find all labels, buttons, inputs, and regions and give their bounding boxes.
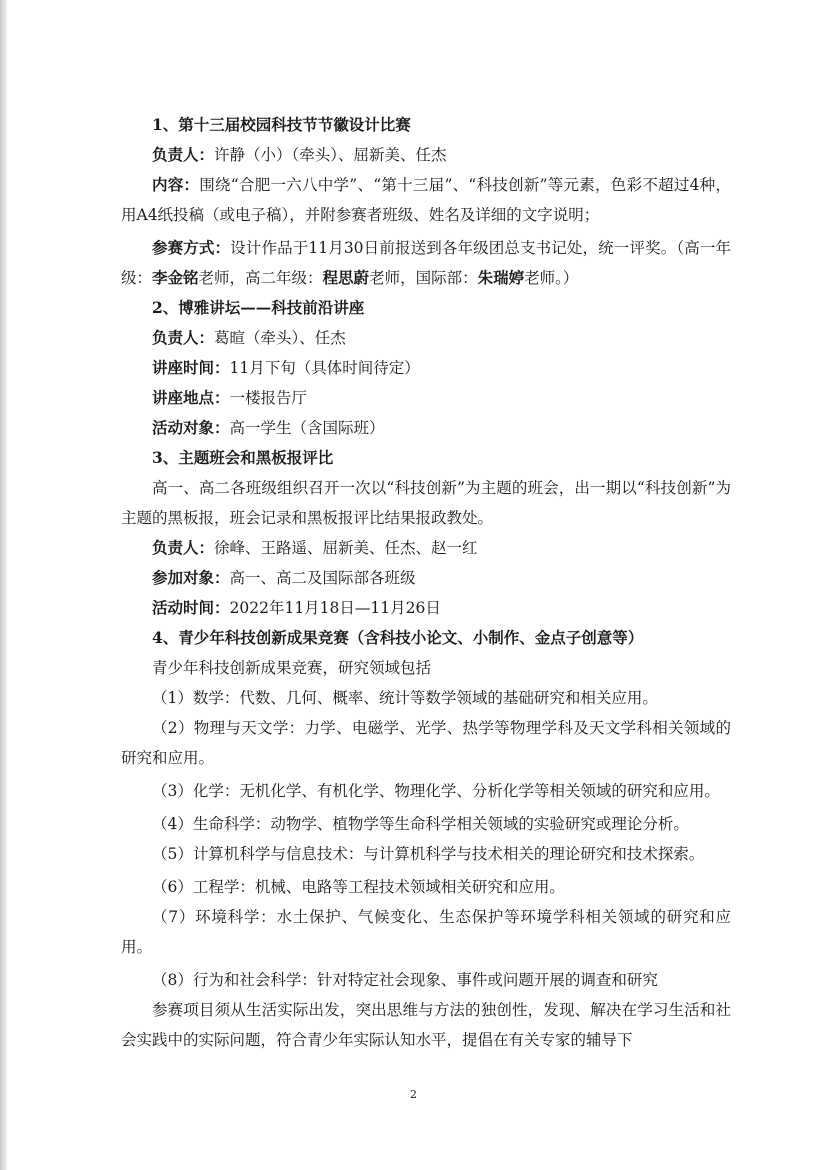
paragraph <box>121 323 731 353</box>
section-heading: 1、第十三届校园科技节节徽设计比赛 <box>152 115 411 134</box>
list-item: （4）生命科学：动物学、植物学等生命科学相关领域的实验研究或理论分析。 <box>152 815 689 833</box>
paragraph: 青少年科技创新成果竞赛，研究领域包括 <box>152 659 432 677</box>
teacher-name: 朱瑞婷 <box>477 268 525 287</box>
field-value: 徐峰、王路遥、屈新美、任杰、赵一红 <box>214 539 478 557</box>
list-item: （3）化学：无机化学、有机化学、物理化学、分析化学等相关领域的研究和应用。 <box>152 782 720 800</box>
field-label: 讲座时间： <box>152 358 230 377</box>
field-label: 讲座地点： <box>152 388 230 407</box>
field-value: 高一学生（含国际班） <box>229 419 385 437</box>
paragraph <box>121 140 731 170</box>
field-label: 负责人： <box>152 328 215 347</box>
field-label: 负责人： <box>152 538 215 557</box>
field-value: 11月下旬（具体时间待定） <box>229 359 420 377</box>
field-value: 许静（小）（牵头）、屈新美、任杰 <box>214 146 447 164</box>
list-item: （7）环境科学：水土保护、气候变化、生态保护等环境学科相关领域的研究和应用。 <box>121 908 731 956</box>
field-label: 活动时间： <box>152 598 230 617</box>
document-body <box>121 110 731 1055</box>
field-label: 内容： <box>152 175 200 194</box>
field-value: 一楼报告厅 <box>229 389 308 407</box>
field-value: 围绕“合肥一六八中学”、“第十三届”、“科技创新”等元素，色彩不超过4种，用A4纸投稿（或电子稿），并附参赛者班级、姓名及详细的文字说明； <box>121 176 731 224</box>
paragraph <box>121 533 731 563</box>
paragraph: 参赛项目须从生活实际出发，突出思维与方法的独创性，发现、解决在学习生活和社会实践中的实际问题，符合青少年实际认知水平，提倡在有关专家的辅导下 <box>121 1001 731 1049</box>
paragraph: 高一、高二各班级组织召开一次以“科技创新”为主题的班会，出一期以“科技创新”为主题的黑板报，班会记录和黑板报评比结果报政教处。 <box>121 479 731 527</box>
teacher-name: 程思蔚 <box>322 268 370 287</box>
field-label: 参赛方式： <box>152 238 231 257</box>
paragraph <box>121 233 731 293</box>
field-value: 设计作品于11月30日前报送到各年级团总支书记处，统一评奖。（高一年级： <box>121 239 731 287</box>
page-number: 2 <box>410 1088 417 1101</box>
field-value: 高一、高二及国际部各班级 <box>229 569 416 587</box>
section-heading: 2、博雅讲坛——科技前沿讲座 <box>152 298 365 317</box>
teacher-name: 李金铭 <box>152 268 199 287</box>
section-heading: 4、青少年科技创新成果竞赛（含科技小论文、小制作、金点子创意等） <box>152 628 644 647</box>
paragraph <box>121 170 731 230</box>
text: 老师。） <box>524 269 579 287</box>
paragraph <box>121 563 731 593</box>
paragraph <box>121 353 731 383</box>
list-item: （6）工程学：机械、电路等工程技术领域相关研究和应用。 <box>152 878 565 896</box>
paragraph <box>121 593 731 623</box>
text: 老师，国际部： <box>369 269 478 287</box>
field-value: 葛暄（牵头）、任杰 <box>214 329 346 347</box>
list-item: （1）数学：代数、几何、概率、统计等数学领域的基础研究和相关应用。 <box>152 689 658 707</box>
paragraph <box>121 413 731 443</box>
list-item: （2）物理与天文学：力学、电磁学、光学、热学等物理学科及天文学科相关领域的研究和应用。 <box>121 719 731 767</box>
list-item: （5）计算机科学与信息技术：与计算机科学与技术相关的理论研究和技术探索。 <box>152 845 705 863</box>
list-item: （8）行为和社会科学：针对特定社会现象、事件或问题开展的调查和研究 <box>152 971 658 989</box>
field-label: 参加对象： <box>152 568 230 587</box>
field-value: 2022年11月18日—11月26日 <box>229 599 441 617</box>
text: 老师，高二年级： <box>198 269 323 287</box>
section-heading: 3、主题班会和黑板报评比 <box>152 448 334 467</box>
field-label: 负责人： <box>152 145 215 164</box>
scan-edge <box>0 0 7 1170</box>
paragraph <box>121 383 731 413</box>
field-label: 活动对象： <box>152 418 230 437</box>
